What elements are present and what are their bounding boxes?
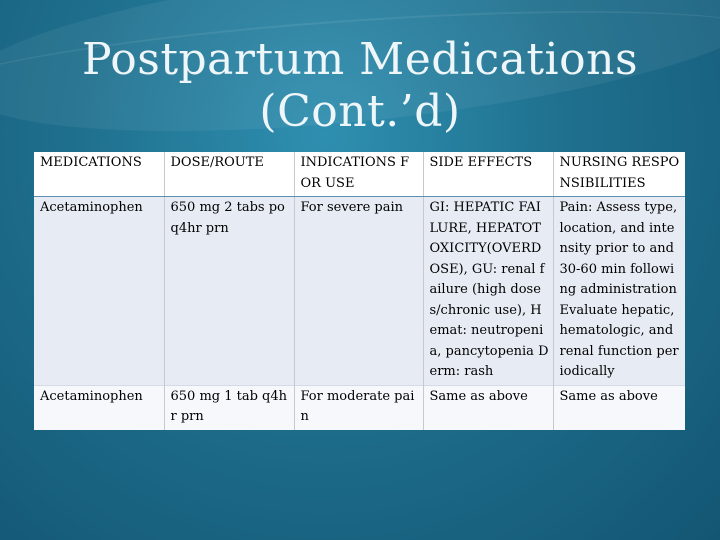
cell-dose-route: 650 mg 1 tab q4hr prn <box>164 385 294 430</box>
cell-side-effects: Same as above <box>423 385 553 430</box>
slide-title <box>0 34 720 138</box>
table-row <box>34 385 685 430</box>
cell-indications: For severe pain <box>294 197 423 386</box>
table-row <box>34 197 685 386</box>
cell-dose-route: 650 mg 2 tabs po q4hr prn <box>164 197 294 386</box>
cell-indications: For moderate pain <box>294 385 423 430</box>
cell-medication: Acetaminophen <box>34 197 164 386</box>
header-dose-route: DOSE/ROUTE <box>164 152 294 197</box>
medications-table <box>34 152 685 430</box>
slide-title-line-1: Postpartum Medications <box>81 34 639 85</box>
header-indications: INDICATIONS FOR USE <box>294 152 423 197</box>
table-header-row <box>34 152 685 197</box>
header-side-effects: SIDE EFFECTS <box>423 152 553 197</box>
cell-nursing: Same as above <box>553 385 685 430</box>
cell-nursing: Pain: Assess type, location, and intensity prior to and 30-60 min following administration Evaluate hepatic, hematologic, and renal function periodically <box>553 197 685 386</box>
cell-medication: Acetaminophen <box>34 385 164 430</box>
slide-title-line-2: (Cont.’d) <box>259 86 461 137</box>
header-medications: MEDICATIONS <box>34 152 164 197</box>
cell-side-effects: GI: HEPATIC FAILURE, HEPATOTOXICITY(OVERDOSE), GU: renal failure (high doses/chronic use), Hemat: neutropenia, pancytopenia Derm: rash <box>423 197 553 386</box>
header-nursing-responsibilities: NURSING RESPONSIBILITIES <box>553 152 685 197</box>
